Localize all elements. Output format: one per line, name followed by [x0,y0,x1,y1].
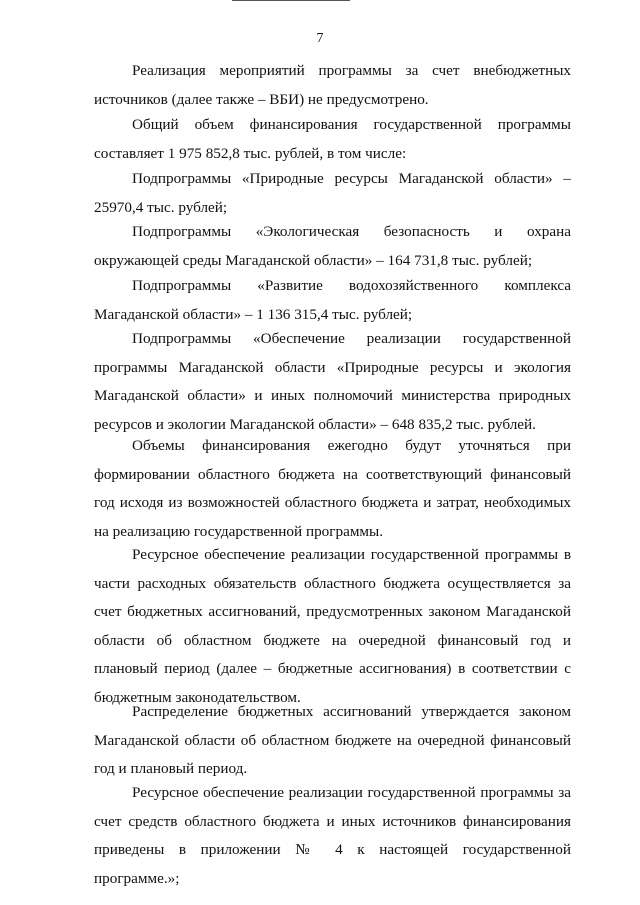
paragraph-resource-provision: Ресурсное обеспечение реализации государственной программы в части расходных обязательств областного бюджета осуществляется за счет бюджетных ассигнований, предусмотренных законом Магаданской области об областном бюджете на очередной финансовый год и плановый период (далее – бюджетные ассигнования) в соответствии с бюджетным законодательством. [94,546,571,706]
paragraph-distribution: Распределение бюджетных ассигнований утверждается законом Магаданской области об областном бюджете на очередной финансовый год и плановый период. [94,703,571,777]
paragraph-subprogram-water: Подпрограммы «Развитие водохозяйственного комплекса Магаданской области» – 1 136 315,4 тыс. рублей; [94,277,571,323]
paragraph-subprogram-ecology: Подпрограммы «Экологическая безопасность и охрана окружающей среды Магаданской области» – 164 731,8 тыс. рублей; [94,223,571,269]
paragraph-annual-refinement: Объемы финансирования ежегодно будут уточняться при формировании областного бюджета на соответствующий финансовый год исходя из возможностей областного бюджета и затрат, необходимых на реализацию государственной программы. [94,437,571,540]
page-number: 7 [316,31,324,46]
paragraph-appendix-reference: Ресурсное обеспечение реализации государственной программы за счет средств областного бюджета и иных источников финансирования приведены в приложении № 4 к настоящей государственной программе.»; [94,784,571,887]
paragraph-subprogram-provision: Подпрограммы «Обеспечение реализации государственной программы Магаданской области «Природные ресурсы и экология Магаданской области» и иных полномочий министерства природных ресурсов и экологии Магаданской области» – 648 835,2 тыс. рублей. [94,330,571,433]
top-divider [232,0,350,1]
paragraph-subprogram-natural-resources: Подпрограммы «Природные ресурсы Магаданской области» – 25970,4 тыс. рублей; [94,170,571,216]
paragraph-total-financing: Общий объем финансирования государственной программы составляет 1 975 852,8 тыс. рублей, в том числе: [94,116,571,162]
paragraph-vbi: Реализация мероприятий программы за счет внебюджетных источников (далее также – ВБИ) не предусмотрено. [94,62,571,108]
